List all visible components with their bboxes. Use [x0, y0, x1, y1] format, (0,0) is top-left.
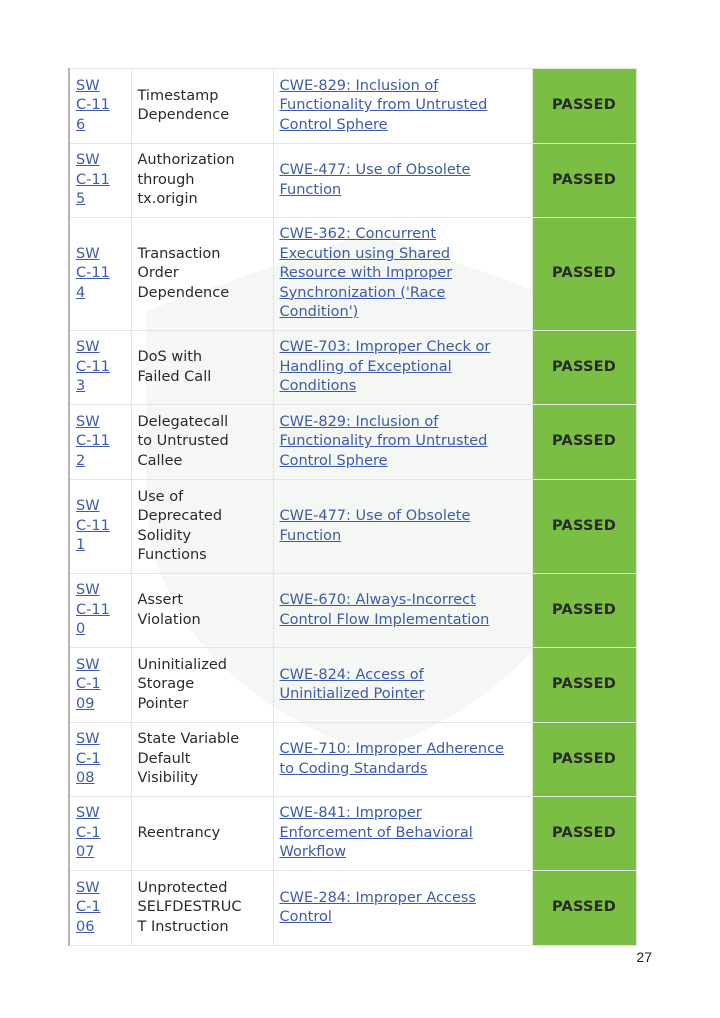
status-badge: PASSED: [532, 405, 636, 480]
swc-id-line: 4: [76, 284, 86, 301]
swc-id-line: C-11: [76, 265, 110, 282]
status-badge: PASSED: [532, 480, 636, 574]
swc-id-line: C-11: [76, 171, 110, 188]
swc-id-line: SW: [76, 339, 100, 356]
swc-id-line: C-1: [76, 899, 101, 916]
table-row: [69, 69, 636, 144]
vulnerability-title-line: State Variable: [137, 731, 240, 748]
cwe-link-line: CWE-829: Inclusion of: [279, 77, 439, 94]
swc-id-link[interactable]: [76, 731, 101, 786]
vulnerability-title-line: through: [137, 171, 195, 188]
swc-id-line: C-1: [76, 676, 101, 693]
vulnerability-title-cell: [131, 723, 273, 797]
cwe-link-line: CWE-477: Use of Obsolete: [279, 162, 471, 178]
cwe-link-line: Control Sphere: [279, 116, 388, 133]
vulnerability-title-line: Unprotected: [137, 879, 228, 896]
vulnerability-title-line: Timestamp: [137, 87, 219, 104]
vulnerability-title-cell: [131, 797, 273, 871]
table-row: [69, 144, 636, 218]
vulnerability-title-line: Solidity: [137, 527, 192, 544]
status-badge: PASSED: [532, 871, 636, 946]
swc-id-link[interactable]: [76, 78, 110, 133]
cwe-link[interactable]: [280, 226, 453, 320]
table-body: [69, 69, 636, 946]
cwe-reference-cell: [273, 574, 532, 648]
swc-id-cell: [69, 218, 131, 331]
swc-id-cell: [69, 723, 131, 797]
swc-id-line: SW: [76, 879, 100, 896]
swc-id-link[interactable]: [76, 582, 110, 637]
swc-id-line: SW: [76, 498, 100, 515]
cwe-link-line: Workflow: [279, 844, 347, 861]
swc-id-line: 09: [76, 695, 95, 712]
swc-id-cell: [69, 480, 131, 574]
vulnerability-title-cell: [131, 144, 273, 218]
table-row: [69, 331, 636, 405]
status-badge: PASSED: [532, 574, 636, 648]
swc-id-line: SW: [76, 413, 100, 430]
cwe-link-line: Control Flow Implementation: [279, 611, 490, 628]
vulnerability-title-cell: [131, 574, 273, 648]
swc-id-cell: [69, 69, 131, 144]
swc-id-line: 5: [76, 191, 86, 208]
swc-id-line: C-11: [76, 97, 110, 114]
swc-id-link[interactable]: [76, 414, 110, 469]
cwe-reference-cell: [273, 405, 532, 480]
status-badge: PASSED: [532, 723, 636, 797]
cwe-link[interactable]: [280, 414, 488, 469]
swc-id-line: SW: [76, 582, 100, 599]
swc-id-line: 2: [76, 452, 86, 469]
cwe-reference-cell: [273, 331, 532, 405]
swc-id-line: C-1: [76, 824, 101, 841]
swc-id-line: SW: [76, 152, 100, 169]
table-row: [69, 648, 636, 723]
swc-id-line: 6: [76, 116, 86, 133]
swc-id-line: SW: [76, 731, 100, 748]
cwe-link-line: CWE-710: Improper Adherence: [279, 741, 504, 757]
table-row: [69, 574, 636, 648]
vulnerability-title-line: Dependence: [137, 107, 230, 123]
swc-id-line: C-11: [76, 358, 110, 375]
vulnerability-title-line: Callee: [137, 452, 183, 469]
swc-id-cell: [69, 144, 131, 218]
swc-id-cell: [69, 797, 131, 871]
vulnerability-title-line: Storage: [137, 676, 195, 693]
cwe-link-line: Execution using Shared: [279, 245, 451, 262]
cwe-reference-cell: [273, 871, 532, 946]
cwe-link-line: Functionality from Untrusted: [279, 433, 488, 450]
swc-id-link[interactable]: [76, 880, 101, 935]
cwe-reference-cell: [273, 218, 532, 331]
table-row: [69, 871, 636, 946]
cwe-reference-cell: [273, 723, 532, 797]
swc-id-link[interactable]: [76, 805, 101, 860]
status-badge: PASSED: [532, 331, 636, 405]
cwe-link-line: CWE-703: Improper Check or: [279, 339, 491, 356]
vulnerability-title-line: Use of: [137, 488, 184, 505]
cwe-link[interactable]: [280, 339, 491, 394]
cwe-reference-cell: [273, 797, 532, 871]
vulnerability-title-cell: [131, 648, 273, 723]
vulnerability-title-line: Authorization: [137, 152, 235, 169]
cwe-link[interactable]: [280, 592, 490, 628]
swc-id-line: C-11: [76, 433, 110, 450]
swc-id-link[interactable]: [76, 339, 110, 394]
vulnerability-title-line: Pointer: [137, 695, 189, 712]
swc-id-link[interactable]: [76, 152, 110, 207]
vulnerability-title-line: Deprecated: [137, 508, 223, 524]
cwe-link-line: Control: [279, 909, 332, 925]
swc-id-line: SW: [76, 805, 100, 822]
swc-id-cell: [69, 405, 131, 480]
cwe-link-line: Function: [279, 181, 342, 198]
vulnerability-title-line: Order: [137, 265, 179, 282]
swc-id-line: C-11: [76, 517, 110, 534]
vulnerability-title-line: Uninitialized: [137, 656, 227, 673]
swc-id-line: 3: [76, 378, 86, 395]
vulnerability-title-line: DoS with: [137, 349, 203, 365]
swc-id-line: SW: [76, 77, 100, 94]
swc-id-line: SW: [76, 656, 100, 673]
page-number: 27: [636, 949, 652, 965]
cwe-link-line: CWE-829: Inclusion of: [279, 413, 439, 430]
table-row: [69, 797, 636, 871]
vulnerability-title-line: to Untrusted: [137, 433, 229, 450]
cwe-link-line: Uninitialized Pointer: [279, 686, 425, 702]
cwe-link-line: Handling of Exceptional: [279, 358, 452, 375]
swc-id-link[interactable]: [76, 498, 110, 553]
cwe-link[interactable]: [280, 890, 476, 926]
cwe-link[interactable]: [280, 667, 425, 703]
vulnerability-title-line: Functions: [137, 547, 207, 563]
cwe-link-line: Synchronization ('Race: [279, 284, 446, 301]
status-badge: PASSED: [532, 797, 636, 871]
cwe-link-line: Control Sphere: [279, 452, 388, 469]
cwe-link[interactable]: [280, 162, 471, 198]
cwe-link-line: Conditions: [279, 378, 357, 395]
vulnerability-title-line: Violation: [137, 611, 201, 628]
cwe-reference-cell: [273, 144, 532, 218]
swc-id-line: C-1: [76, 750, 101, 767]
vulnerability-title-cell: [131, 480, 273, 574]
cwe-link-line: CWE-477: Use of Obsolete: [279, 508, 471, 524]
vulnerability-title-line: SELFDESTRUC: [137, 899, 242, 916]
swc-id-link[interactable]: [76, 657, 101, 712]
swc-id-cell: [69, 648, 131, 723]
vulnerability-title-line: Visibility: [137, 770, 199, 787]
vulnerability-title-line: Reentrancy: [137, 824, 221, 841]
cwe-link-line: CWE-362: Concurrent: [279, 226, 437, 243]
vulnerability-title-cell: [131, 69, 273, 144]
cwe-link-line: CWE-670: Always-Incorrect: [279, 592, 476, 608]
vulnerability-title-line: tx.origin: [137, 191, 198, 208]
status-badge: PASSED: [532, 69, 636, 144]
cwe-reference-cell: [273, 69, 532, 144]
table-row: [69, 480, 636, 574]
swc-id-line: C-11: [76, 601, 110, 618]
cwe-link-line: Condition'): [279, 304, 359, 321]
status-badge: PASSED: [532, 218, 636, 331]
cwe-link[interactable]: [280, 741, 504, 777]
vulnerability-title-line: Assert: [137, 592, 184, 608]
cwe-link[interactable]: [280, 508, 471, 544]
cwe-link-line: Enforcement of Behavioral: [279, 824, 473, 841]
cwe-reference-cell: [273, 480, 532, 574]
cwe-link-line: Functionality from Untrusted: [279, 97, 488, 114]
cwe-reference-cell: [273, 648, 532, 723]
cwe-link-line: to Coding Standards: [279, 760, 428, 777]
table-row: [69, 405, 636, 480]
vulnerability-title-cell: [131, 218, 273, 331]
cwe-link[interactable]: [280, 78, 488, 133]
table-row: [69, 218, 636, 331]
cwe-link-line: Resource with Improper: [279, 265, 453, 282]
cwe-link-line: CWE-824: Access of: [279, 666, 424, 683]
swc-id-line: 06: [76, 918, 95, 935]
swc-id-cell: [69, 871, 131, 946]
cwe-link-line: CWE-284: Improper Access: [279, 889, 476, 906]
vulnerability-title-cell: [131, 871, 273, 946]
vulnerability-title-line: Transaction: [137, 245, 221, 262]
vulnerability-title-line: Delegatecall: [137, 413, 229, 430]
table-row: [69, 723, 636, 797]
vulnerability-title-line: Failed Call: [137, 368, 212, 385]
swc-id-link[interactable]: [76, 246, 110, 301]
swc-id-line: 08: [76, 770, 95, 787]
vulnerability-title-line: T Instruction: [137, 918, 229, 935]
swc-id-line: 07: [76, 844, 95, 861]
swc-id-cell: [69, 331, 131, 405]
swc-id-line: SW: [76, 245, 100, 262]
swc-id-line: 1: [76, 537, 86, 554]
cwe-link-line: Function: [279, 527, 342, 544]
status-badge: PASSED: [532, 144, 636, 218]
vulnerability-title-cell: [131, 405, 273, 480]
swc-id-line: 0: [76, 621, 86, 638]
cwe-link-line: CWE-841: Improper: [279, 805, 422, 822]
cwe-link[interactable]: [280, 805, 473, 860]
swc-registry-table: [68, 68, 637, 946]
vulnerability-title-line: Default: [137, 750, 191, 767]
status-badge: PASSED: [532, 648, 636, 723]
swc-id-cell: [69, 574, 131, 648]
vulnerability-title-cell: [131, 331, 273, 405]
vulnerability-title-line: Dependence: [137, 284, 230, 301]
